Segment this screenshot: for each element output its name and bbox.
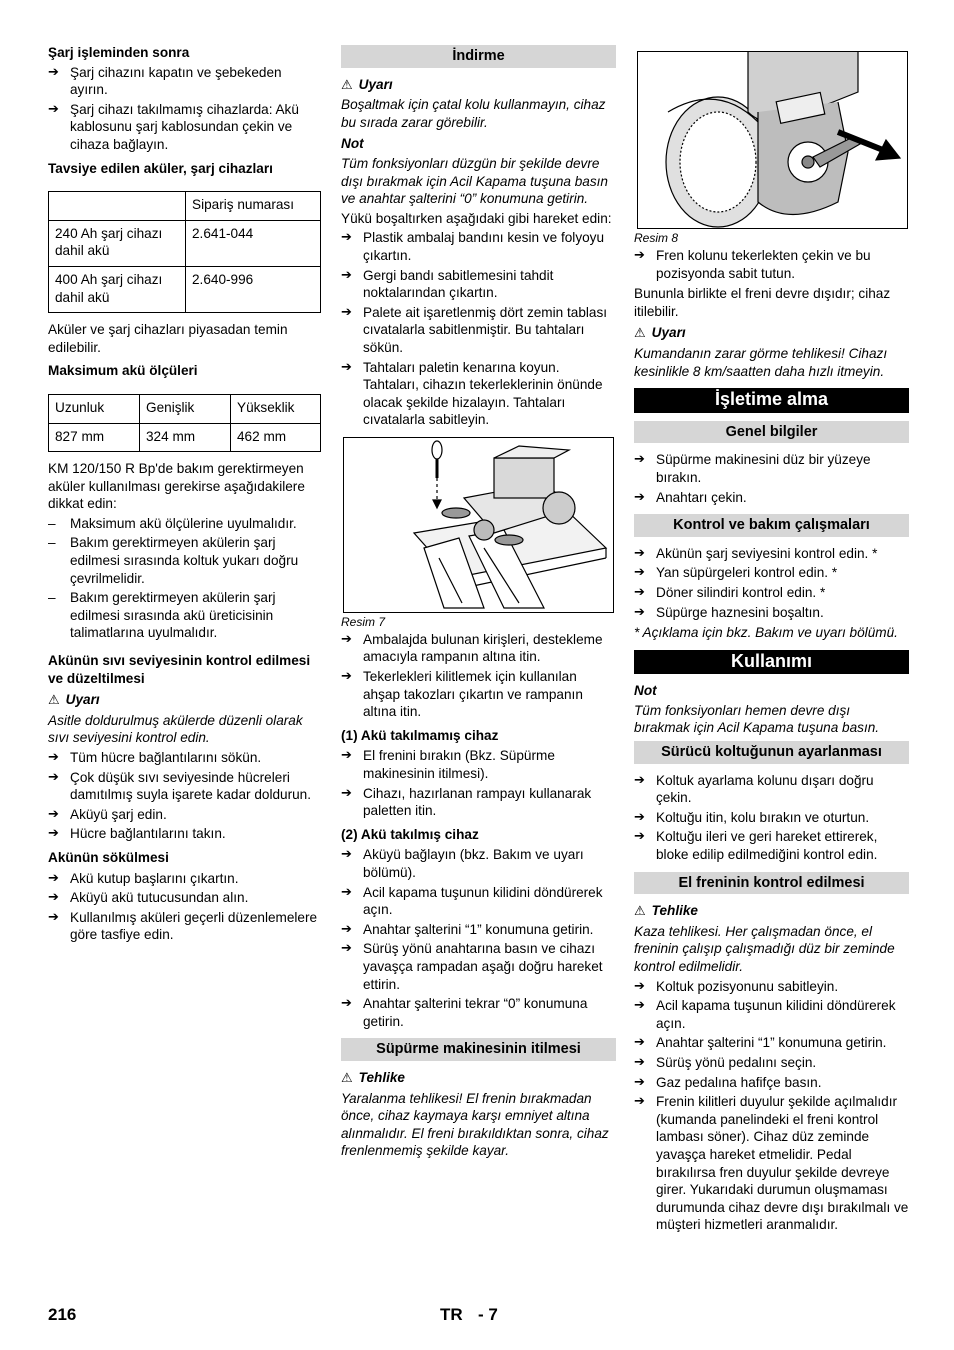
figure-8-brake-lever: [637, 51, 908, 229]
warning-text: Kumandanın zarar görme tehlikesi! Cihazı kesinlikle 8 km/saatten daha hızlı itmeyin.: [634, 345, 888, 379]
list-item: ➔ Acil kapama tuşunun kilidini döndürerek açın.: [341, 884, 616, 919]
warning-text: Boşaltmak için çatal kolu kullanmayın, cihaz bu sırada zarar görebilir.: [341, 97, 606, 130]
warning-triangle-icon: ⚠: [341, 77, 353, 93]
warning-label-text: Uyarı: [65, 692, 100, 708]
warning-label-text: Uyarı: [358, 76, 393, 92]
recommended-table: [48, 191, 321, 313]
heading-fluid-level: Akünün sıvı seviyesinin kontrol edilmesi ve düzeltilmesi: [48, 653, 311, 686]
heading-checks: Kontrol ve bakım çalışmaları: [634, 514, 909, 537]
table-cell: Sipariş numarası: [186, 192, 321, 221]
checks-list: [634, 545, 909, 621]
page-number: 216: [48, 1305, 77, 1324]
column-left: [48, 44, 321, 947]
list-item: ➔ Akü kutup başlarını çıkartın.: [48, 870, 321, 888]
note-label: Not: [341, 136, 364, 152]
table-cell: 2.641-044: [186, 220, 321, 266]
column-right: [634, 44, 909, 1237]
checks-note: * Açıklama için bkz. Bakım ve uyarı bölümü.: [634, 625, 898, 641]
text-brake-disabled: Bununla birlikte el freni devre dışıdır; cihaz itilebilir.: [634, 286, 891, 319]
figure-8-list: [634, 247, 909, 282]
danger-label-text: Tehlike: [358, 1069, 405, 1085]
list-item: ➔ Çok düşük sıvı seviyesinde hücreleri damıtılmış suyla işarete kadar doldurun.: [48, 769, 321, 804]
warning-label: [48, 691, 321, 710]
unload-list: [341, 229, 616, 429]
list-item: ➔ Aküyü bağlayın (bkz. Bakım ve uyarı bölümü).: [341, 846, 616, 881]
list-item: ➔ Plastik ambalaj bandını kesin ve folyoyu çıkartın.: [341, 229, 616, 264]
table-cell: 827 mm: [49, 423, 140, 452]
table-cell: Genişlik: [140, 394, 231, 423]
list-item: ➔ Hücre bağlantılarını takın.: [48, 825, 321, 843]
heading-recommended: Tavsiye edilen aküler, şarj cihazları: [48, 160, 273, 176]
danger-text: Kaza tehlikesi. Her çalışmadan önce, el freninin çalışıp çalışmadığı düz bir zeminde kontrol edilmelidir.: [634, 923, 895, 974]
list-item: ➔ Yan süpürgeleri kontrol edin. *: [634, 564, 909, 582]
list-item: ➔ Ambalajda bulunan kirişleri, destekleme amacıyla rampanın altına itin.: [341, 631, 616, 666]
column-middle: [341, 44, 616, 1162]
list-item: ➔ Tüm hücre bağlantılarını sökün.: [48, 749, 321, 767]
list-item: – Maksimum akü ölçülerine uyulmalıdır.: [48, 515, 321, 533]
danger-label-text: Tehlike: [651, 903, 698, 919]
fluid-list: [48, 749, 321, 843]
list-item: ➔ Döner silindiri kontrol edin. *: [634, 584, 909, 602]
text-available: Aküler ve şarj cihazları piyasadan temin edilebilir.: [48, 322, 288, 355]
list-item: ➔ Koltuğu itin, kolu bırakın ve oturtun.: [634, 809, 909, 827]
footer-language: TR: [440, 1305, 463, 1324]
list-item: ➔ Akünün şarj seviyesini kontrol edin. *: [634, 545, 909, 563]
table-cell: [49, 192, 186, 221]
warning-triangle-icon: ⚠: [634, 904, 646, 920]
note-text: Tüm fonksiyonları hemen devre dışı bırakmak için Acil Kapama tuşuna basın.: [634, 702, 880, 736]
seat-list: [634, 772, 909, 864]
removal-list: [48, 870, 321, 944]
danger-label: [341, 1069, 616, 1088]
list-item: ➔ Şarj cihazı takılmamış cihazlarda: Akü kablosunu şarj kablosundan çekin ve cihaza bağlayın.: [48, 101, 321, 154]
table-row: [49, 423, 321, 452]
heading-operation: Kullanımı: [634, 650, 909, 675]
table-row: [49, 220, 321, 266]
list-item: ➔ Anahtar şalterini “1” konumuna getirin.: [341, 921, 616, 939]
list-item: ➔ Cihazı, hazırlanan rampayı kullanarak paletten itin.: [341, 785, 616, 820]
figure-7-caption: Resim 7: [341, 614, 386, 629]
table-row: [49, 192, 321, 221]
after-charge-list: [48, 64, 321, 154]
table-cell: 240 Ah şarj cihazı dahil akü: [49, 220, 186, 266]
table-cell: 462 mm: [231, 423, 321, 452]
table-cell: 324 mm: [140, 423, 231, 452]
list-item: ➔ Palete ait işaretlenmiş dört zemin tablası cıvatalarla sabitlenmiştir. Bu tahtaları sökün.: [341, 304, 616, 357]
table-cell: 2.640-996: [186, 266, 321, 312]
brake-lever-illustration: [638, 52, 907, 228]
table-cell: 400 Ah şarj cihazı dahil akü: [49, 266, 186, 312]
dimensions-table: [48, 394, 321, 452]
list-item: ➔ Tahtaları paletin kenarına koyun. Tahtaları, cihazın tekerleklerinin önünde olacak şekilde hizalayın. Tahtaları cıvatalarla sabitleyin.: [341, 359, 616, 429]
list-item: ➔ Kullanılmış aküleri geçerli düzenlemelere göre tasfiye edin.: [48, 909, 321, 944]
with-battery-list: [341, 846, 616, 1030]
list-item: ➔ Gaz pedalına hafifçe basın.: [634, 1074, 909, 1092]
danger-text: Yaralanma tehlikesi! El frenin bırakmadan önce, cihaz kaymaya karşı emniyet altına alınmalıdır. El freni bırakıldıktan sonra, cihaz frenlenmemiş şekilde kayar.: [341, 1090, 609, 1159]
list-item: ➔ Sürüş yönü anahtarına basın ve cihazı yavaşça rampadan aşağı doğru hareket ettirin.: [341, 940, 616, 993]
list-item: ➔ Anahtar şalterini “1” konumuna getirin.: [634, 1034, 909, 1052]
heading-pushing: Süpürme makinesinin itilmesi: [341, 1038, 616, 1061]
text-maintenance-free: KM 120/150 R Bp'de bakım gerektirmeyen aküler kullanılması gerekirse aşağıdakilere dikkat edin:: [48, 461, 305, 512]
warning-triangle-icon: ⚠: [634, 326, 646, 342]
handbrake-list: [634, 978, 909, 1234]
list-item: ➔ Anahtar şalterini tekrar “0” konumuna getirin.: [341, 995, 616, 1030]
list-item: ➔ Koltuk pozisyonunu sabitleyin.: [634, 978, 909, 996]
figure-7-pallet-unloading: [343, 437, 614, 613]
heading-startup: İşletime alma: [634, 388, 909, 413]
list-item: ➔ Şarj cihazını kapatın ve şebekeden ayırın.: [48, 64, 321, 99]
list-item: ➔ Aküyü akü tutucusundan alın.: [48, 889, 321, 907]
table-row: [49, 394, 321, 423]
list-item: ➔ Süpürge haznesini boşaltın.: [634, 604, 909, 622]
list-item: ➔ Koltuğu ileri ve geri hareket ettirerek, bloke edilip edilmediğini kontrol edin.: [634, 828, 909, 863]
text-unload-intro: Yükü boşaltırken aşağıdaki gibi hareket edin:: [341, 210, 612, 226]
heading-no-battery: (1) Akü takılmamış cihaz: [341, 727, 499, 743]
general-list: [634, 451, 909, 506]
maintenance-free-list: [48, 515, 321, 642]
figure-8-caption: Resim 8: [634, 231, 679, 245]
warning-triangle-icon: ⚠: [341, 1070, 353, 1086]
sweeper-on-pallet-illustration: [344, 438, 613, 612]
note-label: Not: [634, 683, 657, 699]
heading-max-dimensions: Maksimum akü ölçüleri: [48, 363, 198, 379]
danger-label: [634, 902, 909, 921]
list-item: ➔ Sürüş yönü pedalını seçin.: [634, 1054, 909, 1072]
heading-unloading: İndirme: [341, 45, 616, 68]
heading-handbrake: El freninin kontrol edilmesi: [634, 872, 909, 895]
heading-seat: Sürücü koltuğunun ayarlanması: [634, 741, 909, 764]
list-item: ➔ Aküyü şarj edin.: [48, 806, 321, 824]
warning-label: [634, 324, 909, 343]
list-item: ➔ Anahtarı çekin.: [634, 489, 909, 507]
table-cell: Uzunluk: [49, 394, 140, 423]
heading-after-charge: Şarj işleminden sonra: [48, 45, 190, 60]
warning-text: Asitle doldurulmuş akülerde düzenli olarak sıvı seviyesini kontrol edin.: [48, 712, 303, 746]
heading-with-battery: (2) Akü takılmış cihaz: [341, 826, 479, 842]
figure-7-list: [341, 631, 616, 721]
list-item: ➔ Frenin kilitleri duyulur şekilde açılmalıdır (kumanda panelindeki el freni kontrol lambası söner). Cihaz düz zeminde yavaşça hareket etmelidir. Pedal bırakılırsa fren duyulur şekilde devreye girer. Yukarıdaki durumun oluşmaması durumunda cihaz devre dışı bırakılmalı ve müşteri hizmetleri aranmalıdır.: [634, 1093, 909, 1234]
footer-section-page: - 7: [478, 1305, 498, 1324]
list-item: ➔ Gergi bandı sabitlemesini tahdit noktalarından çıkartın.: [341, 267, 616, 302]
no-battery-list: [341, 747, 616, 819]
warning-label-text: Uyarı: [651, 325, 686, 341]
heading-general-info: Genel bilgiler: [634, 421, 909, 444]
list-item: ➔ Koltuk ayarlama kolunu dışarı doğru çekin.: [634, 772, 909, 807]
list-item: ➔ Tekerlekleri kilitlemek için kullanılan ahşap takozları çıkartın ve rampanın altına itin.: [341, 668, 616, 721]
list-item: ➔ Fren kolunu tekerlekten çekin ve bu pozisyonda sabit tutun.: [634, 247, 909, 282]
table-cell: Yükseklik: [231, 394, 321, 423]
warning-label: [341, 76, 616, 95]
table-row: [49, 266, 321, 312]
warning-triangle-icon: ⚠: [48, 693, 60, 709]
list-item: – Bakım gerektirmeyen akülerin şarj edilmesi sırasında akü üreticisinin talimatlarına uyulmalıdır.: [48, 589, 321, 642]
list-item: ➔ Süpürme makinesini düz bir yüzeye bırakın.: [634, 451, 909, 486]
list-item: – Bakım gerektirmeyen akülerin şarj edilmesi sırasında koltuk yukarı doğru çevrilmelidir.: [48, 534, 321, 587]
list-item: ➔ El frenini bırakın (Bkz. Süpürme makinesinin itilmesi).: [341, 747, 616, 782]
heading-removal: Akünün sökülmesi: [48, 849, 169, 865]
list-item: ➔ Acil kapama tuşunun kilidini döndürerek açın.: [634, 997, 909, 1032]
note-text: Tüm fonksiyonları düzgün bir şekilde devre dışı bırakmak için Acil Kapama tuşuna basın ve anahtar şalterini “0” konumuna getirin.: [341, 155, 608, 207]
